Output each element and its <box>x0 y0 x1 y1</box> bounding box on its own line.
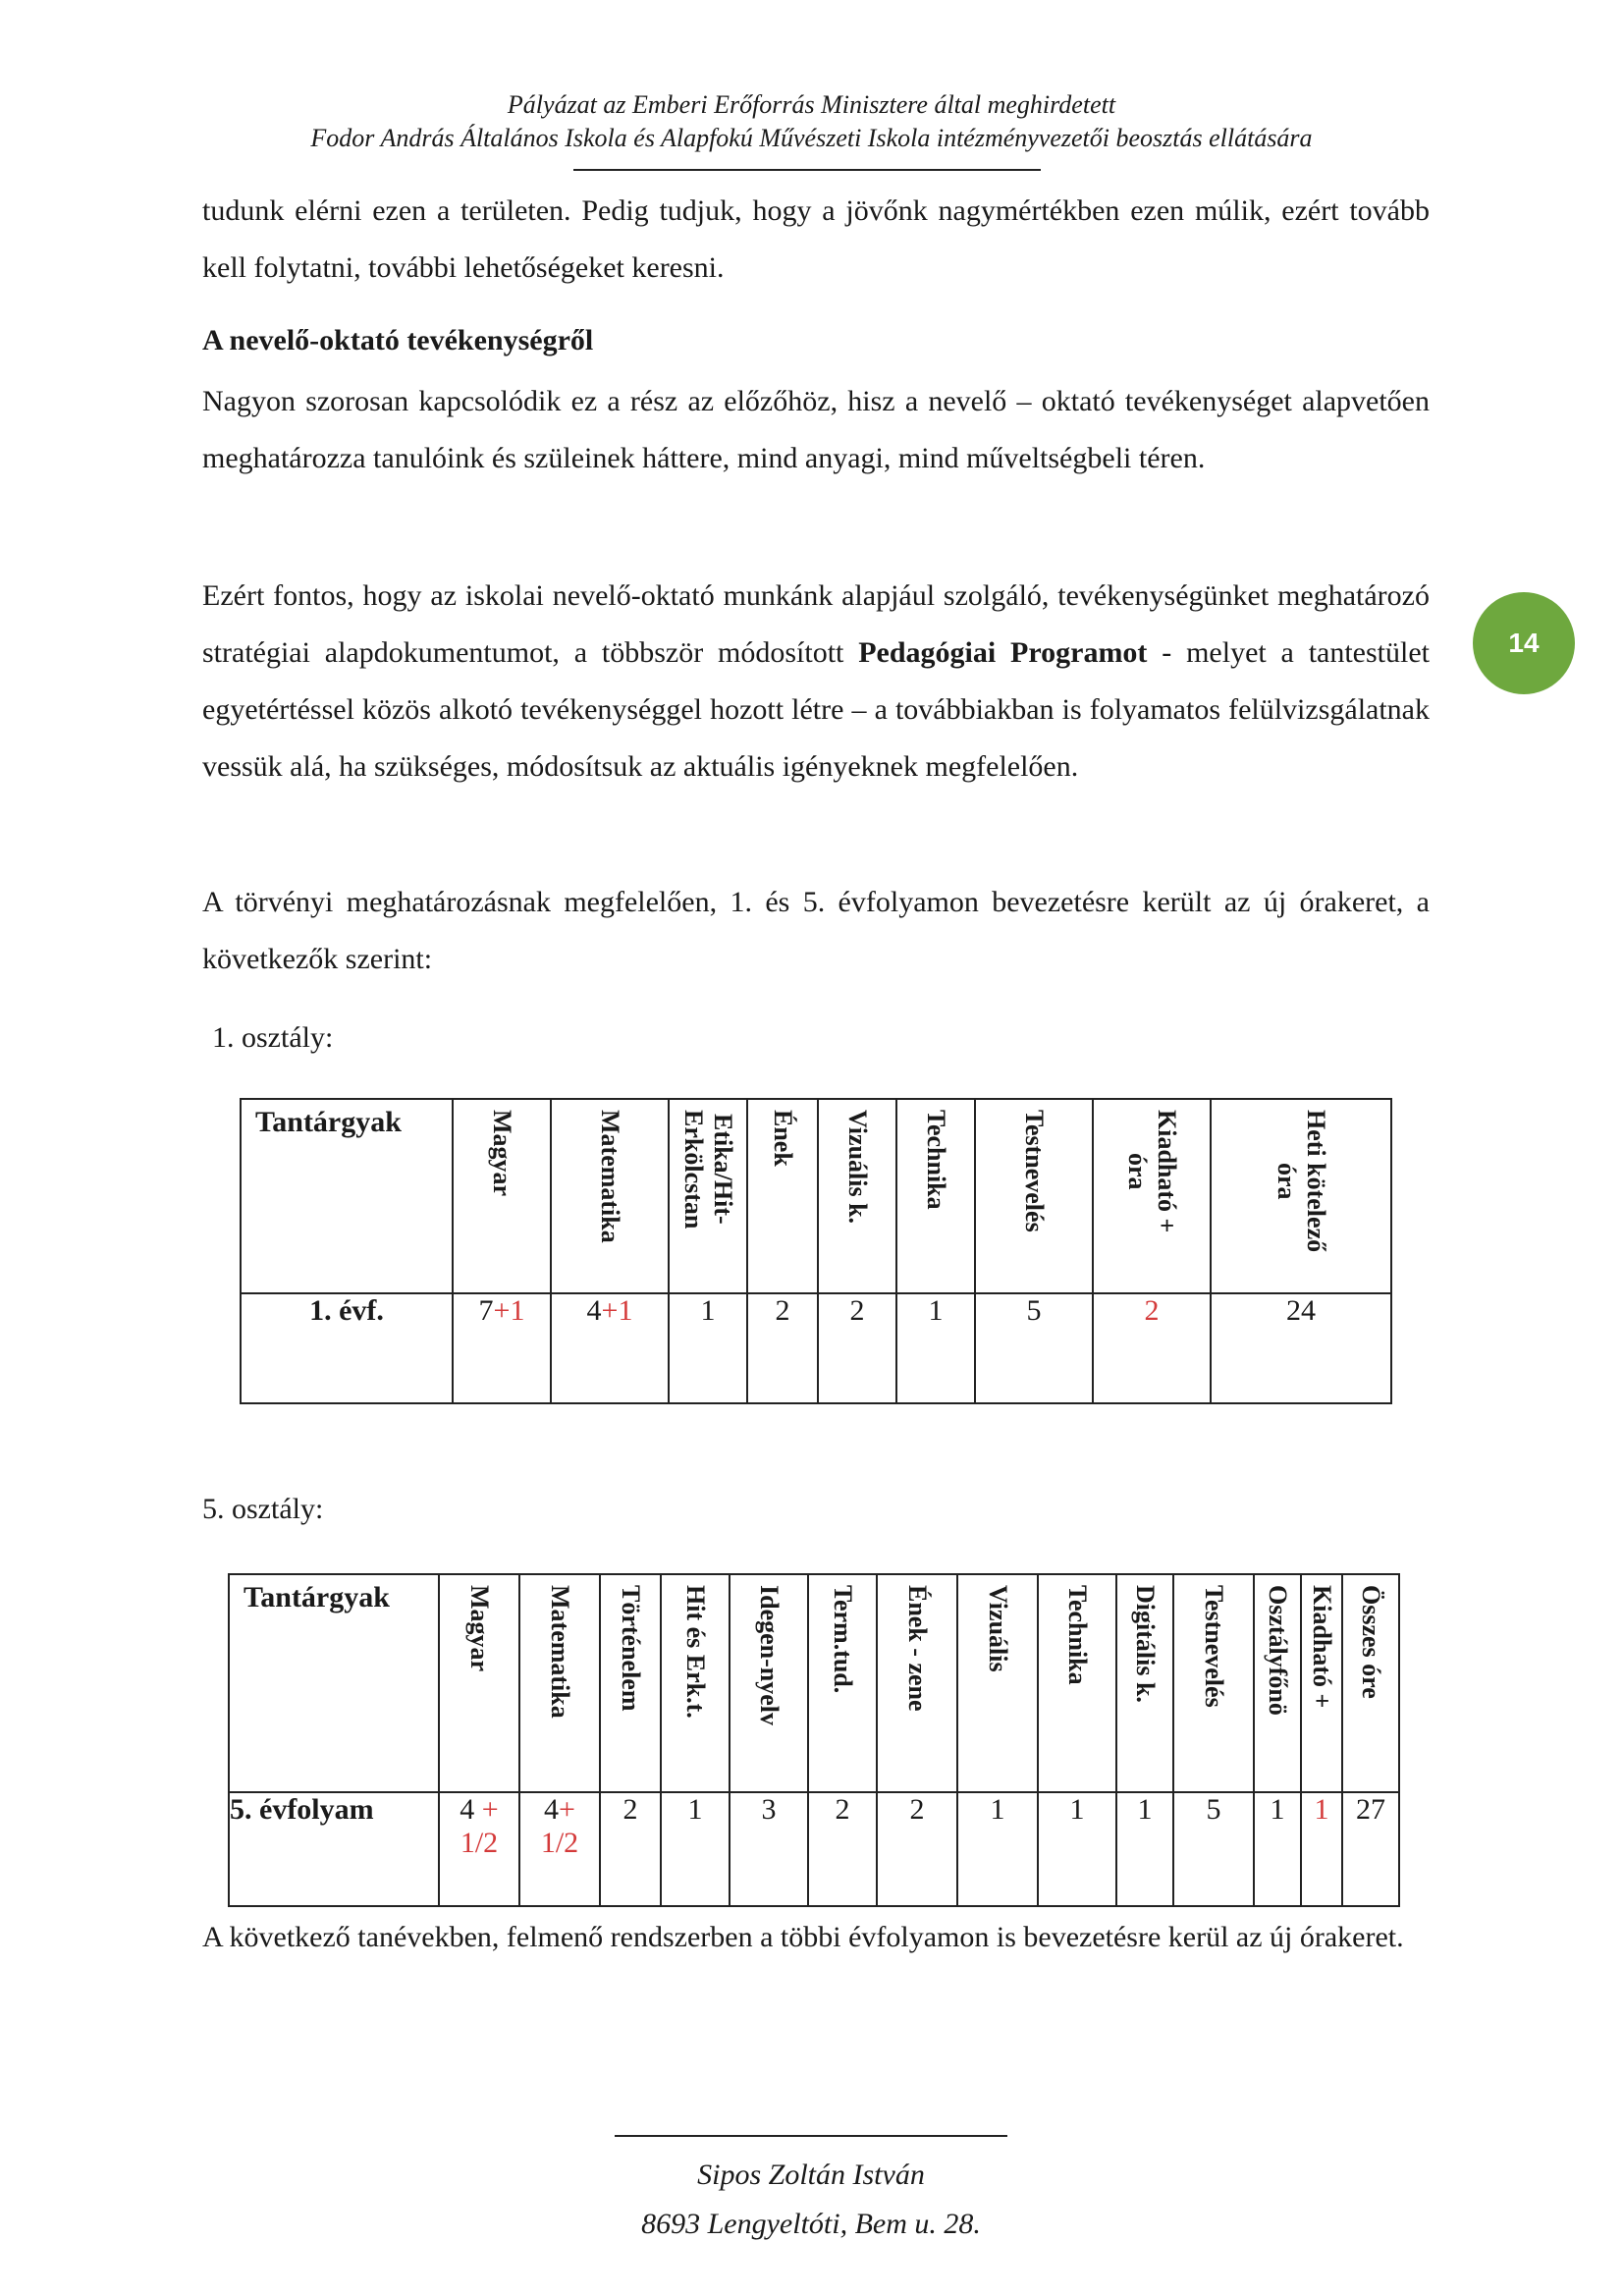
table2-header-label: Vizuális <box>984 1585 1012 1672</box>
table2-corner-cell: Tantárgyak <box>229 1574 439 1792</box>
table2-cell-11 <box>1173 1792 1254 1906</box>
table2-cell-9 <box>1038 1792 1116 1906</box>
table1-header-8 <box>1093 1099 1211 1293</box>
table2-cell-2 <box>519 1792 600 1906</box>
intro-paragraph: tudunk elérni ezen a területen. Pedig tudjuk, hogy a jövőnk nagymértékben ezen múlik, ezért tovább kell folytatni, további lehetőségeket keresni. <box>202 194 1430 284</box>
table1-cell-7 <box>975 1293 1093 1403</box>
table2-header-3 <box>600 1574 661 1792</box>
table2-header-row <box>229 1574 1399 1792</box>
cell-extra-value: 2 <box>1144 1294 1160 1327</box>
cell-base-value: 1 <box>700 1294 716 1327</box>
cell-base-value: 2 <box>849 1294 865 1327</box>
table2-header-label: Testnevelés <box>1200 1585 1228 1708</box>
cell-base-value: 3 <box>761 1793 777 1826</box>
cell-base-value: 4 <box>544 1793 560 1826</box>
cell-base-value: 1 <box>1069 1793 1085 1826</box>
table2-header-5 <box>730 1574 808 1792</box>
table2-cell-3 <box>600 1792 661 1906</box>
table1-cell-1 <box>453 1293 551 1403</box>
table1-header-4 <box>747 1099 818 1293</box>
table1-header-label: Matematika <box>596 1110 624 1243</box>
table1-cell-8 <box>1093 1293 1211 1403</box>
cell-base-value: 5 <box>1026 1294 1042 1327</box>
table2-row-label: 5. évfolyam <box>229 1792 439 1906</box>
table2-header-6 <box>808 1574 877 1792</box>
paragraph-2 <box>202 568 1430 795</box>
table2-cell-4 <box>661 1792 730 1906</box>
cell-base-value: 2 <box>835 1793 850 1826</box>
table2-cell-1 <box>439 1792 519 1906</box>
table2-header-label: Történelem <box>617 1585 645 1712</box>
table2-data-row <box>229 1792 1399 1906</box>
table2-cell-12 <box>1254 1792 1301 1906</box>
cell-base-value: 1 <box>928 1294 944 1327</box>
table2-header-14 <box>1342 1574 1399 1792</box>
table2-cell-13 <box>1301 1792 1342 1906</box>
cell-base-value: 27 <box>1356 1793 1385 1826</box>
table2-header-label: Magyar <box>465 1585 494 1672</box>
table1-cell-4 <box>747 1293 818 1403</box>
table1-cell-9 <box>1211 1293 1391 1403</box>
footer-address: 8693 Lengyeltóti, Bem u. 28. <box>641 2208 981 2240</box>
page-number-badge: 14 <box>1473 592 1575 694</box>
table1-header-2 <box>551 1099 669 1293</box>
table1-row-label: 1. évf. <box>241 1293 453 1403</box>
cell-base-value: 1 <box>1270 1793 1285 1826</box>
closing-paragraph: A következő tanévekben, felmenő rendszerben a többi évfolyamon is bevezetésre kerül az új órakeret. <box>202 1921 1404 1953</box>
table2-header-1 <box>439 1574 519 1792</box>
table1-label: 1. osztály: <box>212 1021 334 1054</box>
table2-header-label: Kiadható + <box>1308 1585 1336 1709</box>
class-5-hours-table <box>228 1573 1400 1907</box>
cell-extra-value: + 1/2 <box>540 1793 579 1859</box>
table1-header-label: Kiadható + óra <box>1123 1110 1181 1233</box>
footer-divider <box>615 2135 1007 2137</box>
table2-header-4 <box>661 1574 730 1792</box>
table2-cell-5 <box>730 1792 808 1906</box>
table2-cell-10 <box>1116 1792 1173 1906</box>
table2-header-2 <box>519 1574 600 1792</box>
table2-cell-7 <box>877 1792 957 1906</box>
table1-header-3 <box>669 1099 747 1293</box>
table2-header-13 <box>1301 1574 1342 1792</box>
table2-cell-14 <box>1342 1792 1399 1906</box>
cell-extra-value: +1 <box>601 1294 633 1327</box>
table1-header-6 <box>896 1099 975 1293</box>
table1-header-label: Etika/Hit- Erkölcstan <box>679 1110 737 1230</box>
cell-base-value: 2 <box>622 1793 638 1826</box>
table2-header-10 <box>1116 1574 1173 1792</box>
cell-base-value: 7 <box>478 1294 494 1327</box>
table1-header-label: Magyar <box>488 1110 516 1197</box>
cell-extra-value: 1 <box>1314 1793 1329 1826</box>
cell-base-value: 2 <box>775 1294 790 1327</box>
table1-header-7 <box>975 1099 1093 1293</box>
table1-cell-5 <box>818 1293 896 1403</box>
table1-header-9 <box>1211 1099 1391 1293</box>
table2-header-11 <box>1173 1574 1254 1792</box>
page-header <box>196 88 1427 155</box>
cell-base-value: 24 <box>1286 1294 1316 1327</box>
cell-extra-value: + 1/2 <box>460 1793 499 1859</box>
pedagogical-program-term: Pedagógiai Programot <box>858 636 1148 669</box>
table1-header-label: Vizuális k. <box>843 1110 872 1225</box>
table1-header-label: Technika <box>922 1110 950 1210</box>
table2-header-label: Idegen-nyelv <box>755 1585 784 1725</box>
table2-header-label: Ének - zene <box>903 1585 932 1712</box>
table1-header-label: Ének <box>769 1110 797 1167</box>
cell-extra-value: +1 <box>493 1294 525 1327</box>
header-divider <box>573 169 1041 171</box>
footer-name: Sipos Zoltán István <box>697 2159 925 2191</box>
table1-cell-6 <box>896 1293 975 1403</box>
paragraph-1: Nagyon szorosan kapcsolódik ez a rész az előzőhöz, hisz a nevelő – oktató tevékenységet alapvetően meghatározza tanulóink és szüleinek háttere, mind anyagi, mind műveltségbeli téren. <box>202 385 1430 474</box>
cell-base-value: 4 <box>586 1294 602 1327</box>
table2-cell-8 <box>957 1792 1038 1906</box>
cell-base-value: 4 <box>460 1793 475 1826</box>
cell-base-value: 1 <box>687 1793 703 1826</box>
table2-header-label: Összes óre <box>1357 1585 1385 1699</box>
table1-corner-cell: Tantárgyak <box>241 1099 453 1293</box>
table1-data-row <box>241 1293 1391 1403</box>
table2-label: 5. osztály: <box>202 1493 324 1525</box>
page-footer <box>418 2151 1204 2249</box>
table1-cell-3 <box>669 1293 747 1403</box>
table2-header-label: Matematika <box>546 1585 574 1719</box>
section-heading: A nevelő-oktató tevékenységről <box>202 324 594 356</box>
paragraph-2-after: - melyet a tantestület egyetértéssel közös alkotó tevékenységgel hozott létre – a továbbiakban is folyamatos felülvizsgálatnak vessük alá, ha szükséges, módosítsuk az aktuális igényeknek megfelelően. <box>202 636 1430 783</box>
cell-base-value: 1 <box>1137 1793 1153 1826</box>
table1-header-label: Heti kötelező óra <box>1272 1110 1330 1253</box>
table2-cell-6 <box>808 1792 877 1906</box>
table1-header-5 <box>818 1099 896 1293</box>
table2-header-label: Osztályfőnö <box>1264 1585 1292 1716</box>
table2-header-9 <box>1038 1574 1116 1792</box>
header-line-1: Pályázat az Emberi Erőforrás Minisztere által meghirdetett <box>507 90 1116 119</box>
table2-header-8 <box>957 1574 1038 1792</box>
paragraph-3: A törvényi meghatározásnak megfelelően, 1. és 5. évfolyamon bevezetésre került az új órakeret, a következők szerint: <box>202 886 1430 975</box>
table2-header-label: Technika <box>1063 1585 1092 1685</box>
cell-base-value: 1 <box>990 1793 1005 1826</box>
table1-header-1 <box>453 1099 551 1293</box>
header-line-2: Fodor András Általános Iskola és Alapfokú Művészeti Iskola intézményvezetői beosztás ellátására <box>310 124 1313 152</box>
cell-base-value: 2 <box>909 1793 925 1826</box>
table2-header-12 <box>1254 1574 1301 1792</box>
cell-base-value: 5 <box>1206 1793 1221 1826</box>
class-1-hours-table <box>240 1098 1392 1404</box>
table1-cell-2 <box>551 1293 669 1403</box>
table2-header-7 <box>877 1574 957 1792</box>
table2-header-label: Digitális k. <box>1131 1585 1160 1703</box>
table1-header-row <box>241 1099 1391 1293</box>
paragraph-2-before: Ezért fontos, hogy az iskolai nevelő-oktató munkánk alapjául szolgáló, tevékenységünket meghatározó stratégiai alapdokumentumot, a többször módosított <box>202 579 1430 669</box>
table1-header-label: Testnevelés <box>1020 1110 1049 1232</box>
table2-header-label: Hit és Erk.t. <box>681 1585 710 1719</box>
table2-header-label: Term.tud. <box>829 1585 857 1694</box>
